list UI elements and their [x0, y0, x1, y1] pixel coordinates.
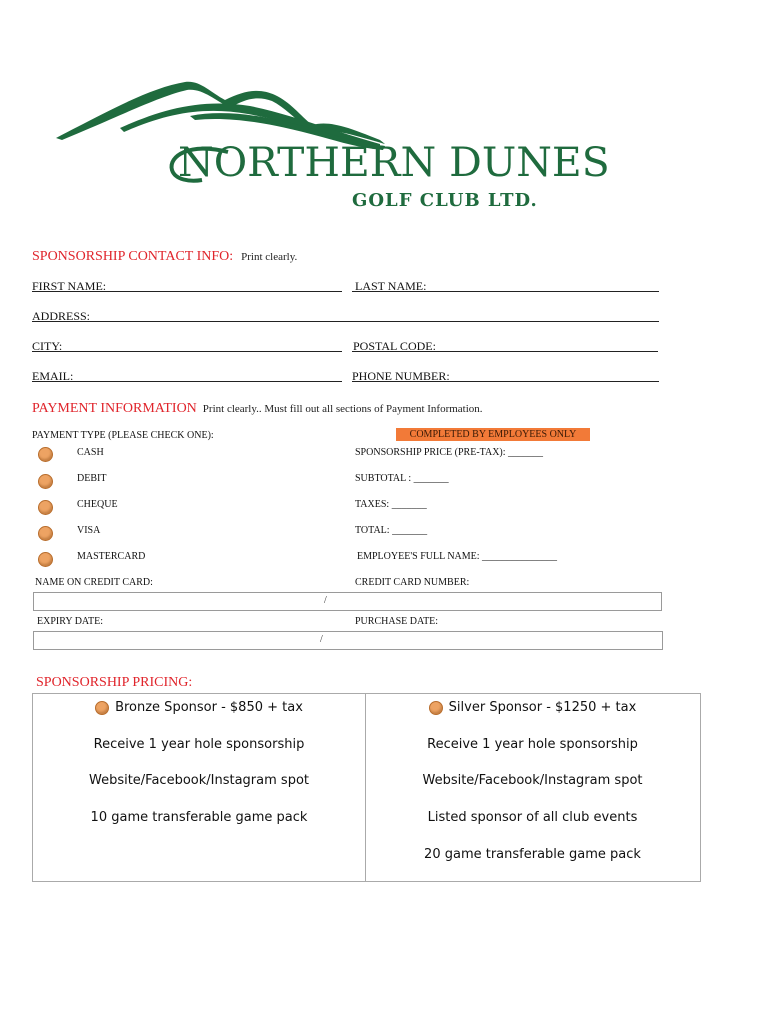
payment-title: PAYMENT INFORMATION [32, 401, 197, 416]
card-details-separator: / [324, 595, 327, 606]
city-label: CITY: [32, 339, 63, 353]
postal-code-label: POSTAL CODE: [353, 339, 436, 353]
dates-input[interactable] [33, 631, 663, 650]
taxes-field[interactable]: TAXES: _______ [355, 499, 427, 510]
bronze-item: Receive 1 year hole sponsorship [93, 737, 305, 752]
silver-item: 20 game transferable game pack [424, 847, 641, 862]
phone-label: PHONE NUMBER: [352, 369, 450, 383]
logo-subtitle: GOLF CLUB LTD. [352, 190, 538, 211]
silver-item: Receive 1 year hole sponsorship [427, 737, 638, 752]
card-number-label: CREDIT CARD NUMBER: [355, 577, 470, 588]
debit-label: DEBIT [77, 473, 107, 484]
card-details-input[interactable] [33, 592, 662, 611]
first-name-label: FIRST NAME: [32, 279, 107, 293]
logo-name: NORTHERN DUNES [178, 140, 610, 186]
dates-separator: / [320, 634, 323, 645]
cash-radio[interactable] [38, 447, 53, 462]
silver-item: Website/Facebook/Instagram spot [422, 773, 643, 788]
debit-radio[interactable] [38, 474, 53, 489]
email-label: EMAIL: [32, 369, 74, 383]
city-field[interactable] [32, 351, 342, 352]
phone-field[interactable] [352, 381, 659, 382]
contact-note: Print clearly. [241, 251, 298, 263]
bronze-heading [33, 700, 365, 715]
bronze-item: 10 game transferable game pack [90, 810, 308, 825]
purchase-date-label: PURCHASE DATE: [355, 616, 439, 627]
payment-heading [32, 399, 483, 417]
first-name-field[interactable] [32, 291, 342, 292]
contact-title: SPONSORSHIP CONTACT INFO: [32, 249, 234, 264]
cheque-label: CHEQUE [77, 499, 118, 510]
name-on-card-label: NAME ON CREDIT CARD: [35, 577, 153, 588]
sponsorship-price-field[interactable]: SPONSORSHIP PRICE (PRE-TAX): _______ [355, 447, 544, 458]
subtotal-field[interactable]: SUBTOTAL : _______ [355, 473, 449, 484]
payment-note: Print clearly.. Must fill out all sections of Payment Information. [202, 403, 483, 415]
email-field[interactable] [32, 381, 342, 382]
expiry-date-label: EXPIRY DATE: [37, 616, 104, 627]
last-name-field[interactable] [352, 291, 659, 292]
address-label: ADDRESS: [32, 309, 91, 323]
cheque-radio[interactable] [38, 500, 53, 515]
pricing-title: SPONSORSHIP PRICING: [36, 675, 193, 690]
silver-item: Listed sponsor of all club events [427, 810, 638, 825]
silver-heading [366, 700, 699, 715]
total-field[interactable]: TOTAL: _______ [355, 525, 428, 536]
employee-name-field[interactable]: EMPLOYEE'S FULL NAME: _______________ [357, 551, 558, 562]
address-field[interactable] [32, 321, 659, 322]
visa-label: VISA [77, 525, 101, 536]
silver-heading-text: Silver Sponsor - $1250 + tax [448, 700, 637, 715]
contact-heading [32, 247, 297, 265]
postal-code-field[interactable] [352, 351, 658, 352]
payment-type-label: PAYMENT TYPE (PLEASE CHECK ONE): [32, 430, 214, 441]
last-name-label: LAST NAME: [355, 279, 427, 293]
visa-radio[interactable] [38, 526, 53, 541]
silver-radio[interactable] [429, 701, 443, 715]
mastercard-label: MASTERCARD [77, 551, 146, 562]
cash-label: CASH [77, 447, 104, 458]
bronze-item: Website/Facebook/Instagram spot [88, 773, 309, 788]
employees-only-badge: COMPLETED BY EMPLOYEES ONLY [396, 428, 590, 441]
mastercard-radio[interactable] [38, 552, 53, 567]
bronze-radio[interactable] [95, 701, 109, 715]
bronze-heading-text: Bronze Sponsor - $850 + tax [115, 700, 303, 715]
